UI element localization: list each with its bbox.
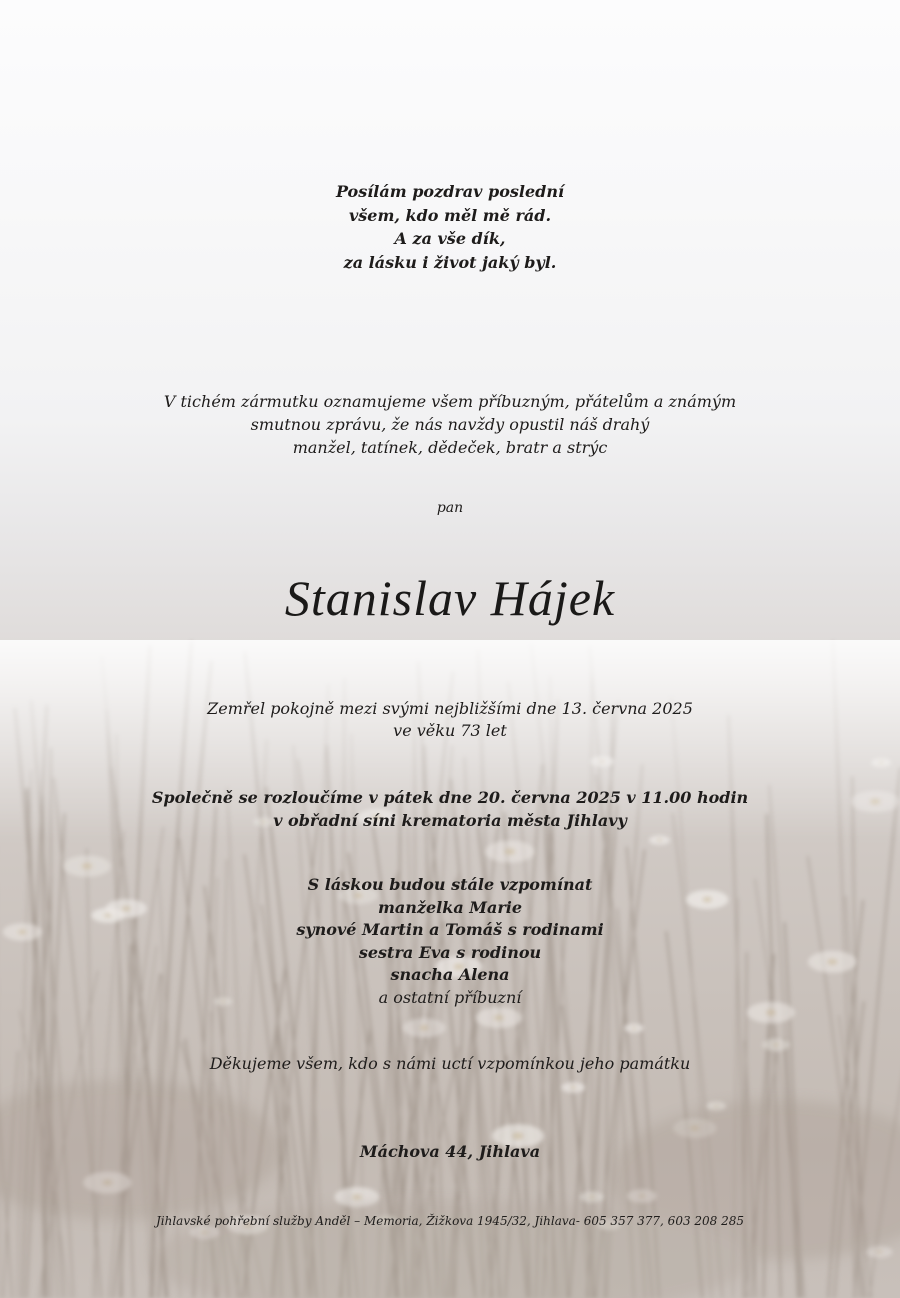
funeral-service-footer: Jihlavské pohřební služby Anděl – Memoria, Žižkova 1945/32, Jihlava- 605 357 377, 603 208 285 xyxy=(155,1214,745,1228)
daisy-flower xyxy=(403,1018,446,1037)
announcement-line: manžel, tatínek, dědeček, bratr a strýc xyxy=(292,438,608,457)
daisy-flower xyxy=(762,1039,790,1051)
mourner-item: sestra Eva s rodinou xyxy=(358,942,542,962)
poem-line: A za vše dík, xyxy=(394,229,506,248)
mourners-list xyxy=(0,874,900,1009)
mourners-heading: S láskou budou stále vzpomínat xyxy=(307,875,593,894)
mourner-item: synové Martin a Tomáš s rodinami xyxy=(296,920,604,939)
announcement-line: smutnou zprávu, že nás navždy opustil náš drahý xyxy=(250,415,650,434)
deceased-name: Stanislav Hájek xyxy=(284,570,616,626)
daisy-flower xyxy=(561,1082,585,1093)
farewell-line: Společně se rozloučíme v pátek dne 20. června 2025 v 11.00 hodin xyxy=(151,788,749,807)
announcement-line: V tichém zármutku oznamujeme všem příbuzným, přátelům a známým xyxy=(163,392,737,411)
poem-line: Posílám pozdrav poslední xyxy=(335,182,565,201)
death-line: ve věku 73 let xyxy=(393,721,507,740)
daisy-flower xyxy=(579,1191,604,1202)
poem-line: za lásku i život jaký byl. xyxy=(343,252,557,272)
poem-line: všem, kdo měl mě rád. xyxy=(348,205,552,225)
honorific: pan xyxy=(436,500,464,516)
death-line: Zemřel pokojně mezi svými nejbližšími dne 13. června 2025 xyxy=(207,699,693,718)
daisy-flower xyxy=(624,1024,644,1033)
farewell-ceremony xyxy=(0,786,900,832)
poem-verse xyxy=(0,180,900,274)
daisy-flower xyxy=(475,1007,522,1028)
home-address: Máchova 44, Jihlava xyxy=(359,1142,541,1161)
thanks-note: Děkujeme všem, kdo s námi uctí vzpomínkou jeho památku xyxy=(209,1054,691,1073)
mourner-item: manželka Marie xyxy=(377,897,523,917)
farewell-line: v obřadní síni krematoria města Jihlavy xyxy=(273,811,627,830)
mourner-item: snacha Alena xyxy=(390,965,510,984)
daisy-flower xyxy=(485,840,535,862)
announcement-text xyxy=(0,390,900,459)
mourner-others: a ostatní příbuzní xyxy=(378,987,522,1007)
death-notice xyxy=(0,698,900,742)
